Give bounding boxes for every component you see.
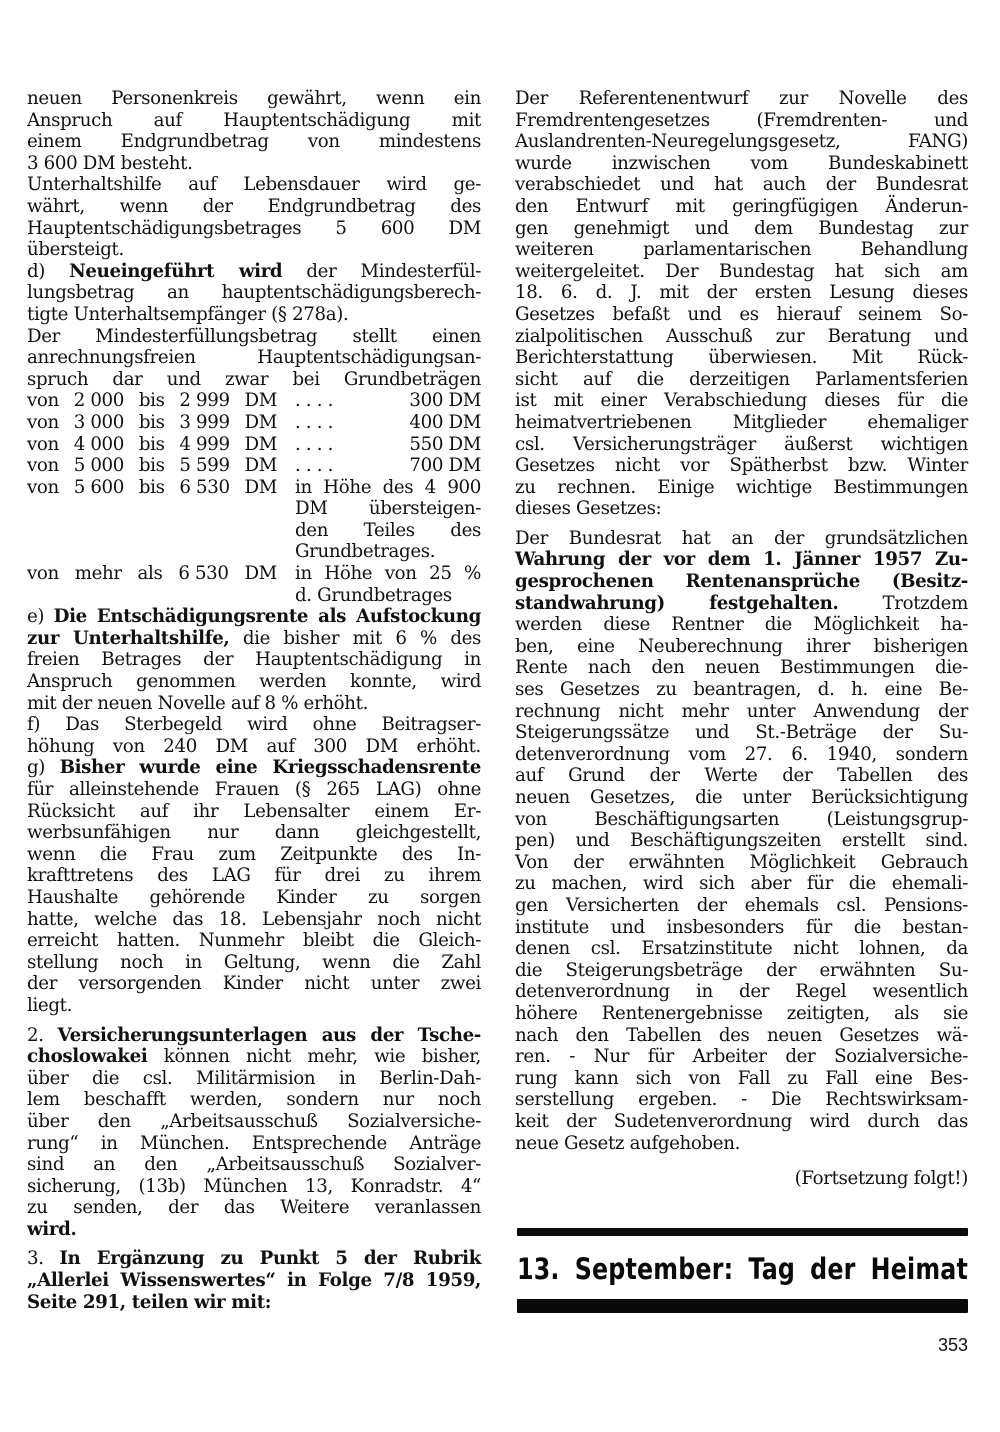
paragraph-gap [515, 1154, 968, 1168]
range-cell [27, 434, 295, 456]
range-word: bis [138, 390, 165, 412]
text-line: Wahrung der vor dem 1. Jänner 1957 Zu- [515, 549, 968, 571]
bundesrat-paragraph [515, 528, 968, 1154]
text-line: neuen Personenkreis gewährt, wenn ein [27, 88, 481, 109]
text-line: zu machen, wird sich aber für die ehemali- [515, 873, 968, 895]
range-to: 2 999 [179, 390, 230, 412]
table-row [27, 390, 481, 412]
bold-heading: choslowakei [27, 1046, 148, 1068]
text-line: gen Versicherten der ehemals csl. Pensions- [515, 894, 968, 916]
range-from: 2 000 [73, 390, 125, 412]
bold-heading: Die Entschädigungsrente als Aufstockung [53, 606, 481, 628]
text-line: stellung noch in Geltung, wenn die Zahl [27, 951, 481, 973]
item-label: d) [27, 260, 46, 282]
text-line: ben, eine Neuberechnung ihrer bisherigen [515, 635, 968, 657]
range-from: 5 600 [73, 476, 125, 498]
range-unit: DM [244, 433, 277, 455]
text-line: den Entwurf mit geringfügigen Änderun- [515, 195, 968, 217]
text-line [27, 628, 481, 650]
bold-heading: Versicherungsunterlagen aus der Tsche- [57, 1024, 481, 1046]
text-line: „Allerlei Wissenswertes“ in Folge 7/8 1959, [27, 1270, 481, 1292]
amount-cell: in Höhe des 4 900 [295, 476, 481, 498]
range-from: 3 000 [73, 411, 125, 433]
banner-rule-top [517, 1228, 968, 1236]
minimum-amount-table [27, 390, 481, 606]
paragraph-gap [27, 1017, 481, 1025]
range-cell [27, 412, 295, 434]
range-from: 4 000 [73, 433, 125, 455]
text-line: währt, wenn der Endgrundbetrag des [27, 195, 481, 217]
page-number: 353 [937, 1335, 968, 1355]
text-line: Berichterstattung überwiesen. Mit Rück- [515, 347, 968, 369]
text-line [27, 1248, 481, 1270]
text-line: gesprochenen Rentenansprüche (Besitz- [515, 571, 968, 593]
range-word: von [27, 433, 59, 455]
text-line: Gesetzes befaßt und es hierauf seinem So- [515, 303, 968, 325]
range-to: 5 599 [179, 455, 230, 477]
table-row-continuation [27, 498, 481, 520]
text-line: höhere Rentenergebnisse zeitigten, als sie [515, 1002, 968, 1024]
item-label: e) [27, 606, 45, 628]
text-line: anrechnungsfreien Hauptentschädigungsan- [27, 347, 481, 369]
range-word: bis [138, 411, 165, 433]
text-line: rechnung nicht mehr unter Anwendung der [515, 700, 968, 722]
right-column [515, 88, 968, 1190]
text-line: Der Mindesterfüllungsbetrag stellt einen [27, 325, 481, 347]
text-line [27, 1025, 481, 1047]
text-line: 3 600 DM besteht. [27, 152, 193, 174]
range-word: von [27, 411, 59, 433]
paragraph-gap [27, 1240, 481, 1248]
range-cell [27, 563, 295, 585]
item-label: g) [27, 757, 46, 779]
text-line: hatte, welche das 18. Lebensjahr noch nicht [27, 908, 481, 930]
range-to: 3 999 [179, 411, 230, 433]
text-line: sicht auf die derzeitigen Parlamentsferien [515, 368, 968, 390]
text-line: verabschiedet und hat auch der Bundesrat [515, 174, 968, 196]
text-line: nach den Tabellen des neuen Gesetzes wä- [515, 1024, 968, 1046]
text-line: neue Gesetz aufgehoben. [515, 1132, 741, 1154]
bold-heading: zur Unterhaltshilfe, [27, 627, 230, 649]
text-line [27, 261, 481, 283]
text-line: Fremdrentengesetzes (Fremdrenten- und [515, 109, 968, 131]
text-fragment: die bisher mit 6 % des [242, 627, 482, 649]
fang-paragraph [515, 88, 968, 520]
text-line: werden diese Rentner die Möglichkeit ha- [515, 614, 968, 636]
range-unit: DM [244, 390, 277, 412]
intro-paragraph [27, 88, 481, 174]
text-fragment: der Mindesterfül- [306, 260, 482, 282]
text-line: lungsbetrag an hauptentschädigungsberech- [27, 282, 481, 304]
text-line: 18. 6. d. J. mit der ersten Lesung dieses [515, 282, 968, 304]
text-line: höhung von 240 DM auf 300 DM erhöht. [27, 735, 481, 757]
range-unit: DM [244, 563, 277, 585]
text-line: über die csl. Militärmision in Berlin-Dah- [27, 1067, 481, 1089]
text-line: rung kann sich von Fall zu Fall eine Bes- [515, 1067, 968, 1089]
text-line: Auslandrenten-Neuregelungsgesetz, FANG) [515, 131, 968, 153]
range-word: mehr [74, 563, 122, 585]
text-line: denen csl. Ersatzinstitute nicht lohnen, da [515, 938, 968, 960]
text-line: serstellung ergeben. - Die Rechtswirksam- [515, 1089, 968, 1111]
item-g [27, 757, 481, 1016]
text-line: werbsunfähigen nur dann gleichgestellt, [27, 822, 481, 844]
continuation-note: (Fortsetzung folgt!) [794, 1168, 968, 1190]
item-d [27, 261, 481, 326]
text-line: zialpolitischen Ausschuß zur Beratung und [515, 325, 968, 347]
bold-heading: standwahrung) festgehalten. [515, 592, 839, 614]
bold-heading: Bisher wurde eine Kriegsschadensrente [59, 757, 482, 779]
text-line: csl. Versicherungsträger äußerst wichtigen [515, 433, 968, 455]
text-line: die Steigerungsbeträge der erwähnten Su- [515, 959, 968, 981]
text-line: spruch dar und zwar bei Grundbeträgen [27, 368, 481, 390]
text-line: rung“ in München. Entsprechende Anträge [27, 1132, 481, 1154]
amount-cell [295, 390, 481, 412]
text-line: auf Grund der Werte der Tabellen des [515, 765, 968, 787]
lifetime-paragraph [27, 174, 481, 260]
text-line: f) Das Sterbegeld wird ohne Beitragser- [27, 714, 481, 736]
table-row-continuation [27, 541, 481, 563]
range-unit: DM [244, 476, 277, 498]
section-number: 3. [27, 1248, 44, 1270]
range-word: als [137, 563, 163, 585]
amount-cell [295, 434, 481, 456]
text-line: wurde inzwischen vom Bundeskabinett [515, 152, 968, 174]
banner-rule-bottom [517, 1299, 968, 1313]
text-line: für alleinstehende Frauen (§ 265 LAG) ohne [27, 779, 481, 800]
text-line: institute und insbesonders für die bestan- [515, 916, 968, 938]
text-line: mit der neuen Novelle auf 8 % erhöht. [27, 692, 369, 714]
amount-value: 700 DM [409, 455, 481, 477]
range-to: 4 999 [179, 433, 230, 455]
empty-cell [27, 585, 295, 607]
amount-value: 550 DM [409, 433, 481, 455]
text-line: Steigerungssätze und St.-Beträge der Su- [515, 722, 968, 744]
text-line: zu rechnen. Einige wichtige Bestimmungen [515, 476, 968, 498]
amount-value: 400 DM [409, 411, 481, 433]
paragraph-gap [515, 520, 968, 528]
text-line: neuen Gesetzes, die unter Berücksichtigung [515, 787, 968, 808]
left-column [27, 88, 481, 1313]
text-line: Der Bundesrat hat an der grundsätzlichen [515, 527, 968, 549]
table-row [27, 455, 481, 477]
amount-cell: Grundbetrages. [295, 541, 436, 563]
text-line: einem Endgrundbetrag von mindestens [27, 131, 481, 153]
amount-cell [295, 412, 481, 434]
empty-cell [27, 498, 295, 520]
section-number: 2. [27, 1024, 44, 1046]
range-from: 6 530 [178, 563, 229, 585]
table-row [27, 563, 481, 585]
range-word: von [27, 390, 59, 412]
minimum-paragraph [27, 326, 481, 391]
section-3 [27, 1248, 481, 1313]
empty-cell [27, 520, 295, 542]
range-cell [27, 390, 295, 412]
table-row [27, 477, 481, 499]
text-line: wird. [27, 1218, 77, 1240]
table-row-continuation [27, 585, 481, 607]
text-line: wenn die Frau zum Zeitpunkte des In- [27, 843, 481, 865]
leader-dots: . . . . [295, 390, 334, 412]
text-line: gen genehmigt und dem Bundestag zur [515, 217, 968, 239]
leader-dots: . . . . [295, 411, 334, 433]
amount-value: 300 DM [409, 390, 481, 412]
text-line: weitergeleitet. Der Bundestag hat sich am [515, 260, 968, 282]
text-line: heimatvertriebenen Mitglieder ehemaliger [515, 411, 968, 433]
text-line: ist mit einer Verabschiedung dieses für die [515, 390, 968, 412]
text-line: tigte Unterhaltsempfänger (§ 278a). [27, 303, 349, 325]
leader-dots: . . . . [295, 455, 334, 477]
amount-cell [295, 455, 481, 477]
empty-cell [27, 541, 295, 563]
text-line [515, 593, 968, 615]
bold-heading: In Ergänzung zu Punkt 5 der Rubrik [59, 1248, 481, 1270]
text-line [27, 606, 481, 628]
amount-cell: d. Grundbetrages [295, 584, 452, 606]
range-cell [27, 477, 295, 499]
range-word: bis [138, 476, 165, 498]
range-word: von [27, 563, 59, 585]
item-f [27, 714, 481, 757]
text-line: sind an den „Arbeitsausschuß Sozialver- [27, 1154, 481, 1176]
amount-cell: DM übersteigen- [295, 498, 481, 520]
range-unit: DM [244, 455, 277, 477]
range-word: von [27, 476, 59, 498]
text-line: Seite 291, teilen wir mit: [27, 1291, 272, 1313]
range-unit: DM [244, 411, 277, 433]
text-line: pen) und Beschäftigungszeiten erstellt sind. [515, 830, 968, 852]
text-line: ren. - Nur für Arbeiter der Sozialversiche- [515, 1046, 968, 1068]
text-fragment: können nicht mehr, wie bisher, [163, 1046, 481, 1068]
text-line [27, 1046, 481, 1068]
text-line: detenverordnung vom 27. 6. 1940, sondern [515, 743, 968, 765]
text-line: detenverordnung in der Regel wesentlich [515, 981, 968, 1003]
text-line: Rente nach den neuen Bestimmungen die- [515, 657, 968, 679]
text-line: krafttretens des LAG für drei zu ihrem [27, 865, 481, 887]
text-line: Anspruch auf Hauptentschädigung mit [27, 109, 481, 131]
bold-heading: Neueingeführt wird [69, 260, 283, 282]
table-row [27, 434, 481, 456]
text-line: übersteigt. [27, 239, 124, 261]
text-line: dieses Gesetzes: [515, 498, 662, 520]
range-cell [27, 455, 295, 477]
text-fragment: Trotzdem [882, 592, 968, 614]
text-line: Hauptentschädigungsbetrages 5 600 DM [27, 217, 481, 239]
text-line: Anspruch genommen werden konnte, wird [27, 671, 481, 693]
text-line: zu senden, der das Weitere veranlassen [27, 1197, 481, 1219]
range-word: bis [138, 455, 165, 477]
text-line: Unterhaltshilfe auf Lebensdauer wird ge- [27, 174, 481, 196]
item-e [27, 606, 481, 714]
section-2 [27, 1025, 481, 1241]
text-line: keit der Sudetenverordnung wird durch das [515, 1110, 968, 1132]
range-from: 5 000 [73, 455, 125, 477]
text-line: erreicht hatten. Nunmehr bleibt die Gleich- [27, 930, 481, 952]
range-word: bis [138, 433, 165, 455]
text-line [27, 757, 481, 779]
text-line: Der Referentenentwurf zur Novelle des [515, 88, 968, 109]
text-line: liegt. [27, 994, 73, 1016]
amount-cell: den Teiles des [295, 519, 481, 541]
text-line: weiteren parlamentarischen Behandlung [515, 239, 968, 261]
text-line: ses Gesetzes zu beantragen, d. h. eine Be- [515, 679, 968, 701]
table-row [27, 412, 481, 434]
text-line: von Beschäftigungsarten (Leistungsgrup- [515, 808, 968, 830]
leader-dots: . . . . [295, 433, 334, 455]
text-line: Rücksicht auf ihr Lebensalter einem Er- [27, 800, 481, 822]
text-line: Haushalte gehörende Kinder zu sorgen [27, 886, 481, 908]
table-row-continuation [27, 520, 481, 542]
text-line: Gesetzes nicht vor Spätherbst bzw. Winter [515, 455, 968, 477]
text-line: sicherung, (13b) München 13, Konradstr. 4“ [27, 1175, 481, 1197]
text-line: der versorgenden Kinder nicht unter zwei [27, 973, 481, 995]
range-to: 6 530 [179, 476, 230, 498]
banner-title: 13. September: Tag der Heimat [517, 1252, 968, 1286]
text-line: Von der erwähnten Möglichkeit Gebrauch [515, 851, 968, 873]
amount-cell: in Höhe von 25 % [295, 563, 481, 585]
text-line: freien Betrages der Hauptentschädigung in [27, 649, 481, 671]
text-line: über den „Arbeitsausschuß Sozialversiche- [27, 1110, 481, 1132]
text-line: lem beschafft werden, sondern nur noch [27, 1089, 481, 1111]
range-word: von [27, 455, 59, 477]
